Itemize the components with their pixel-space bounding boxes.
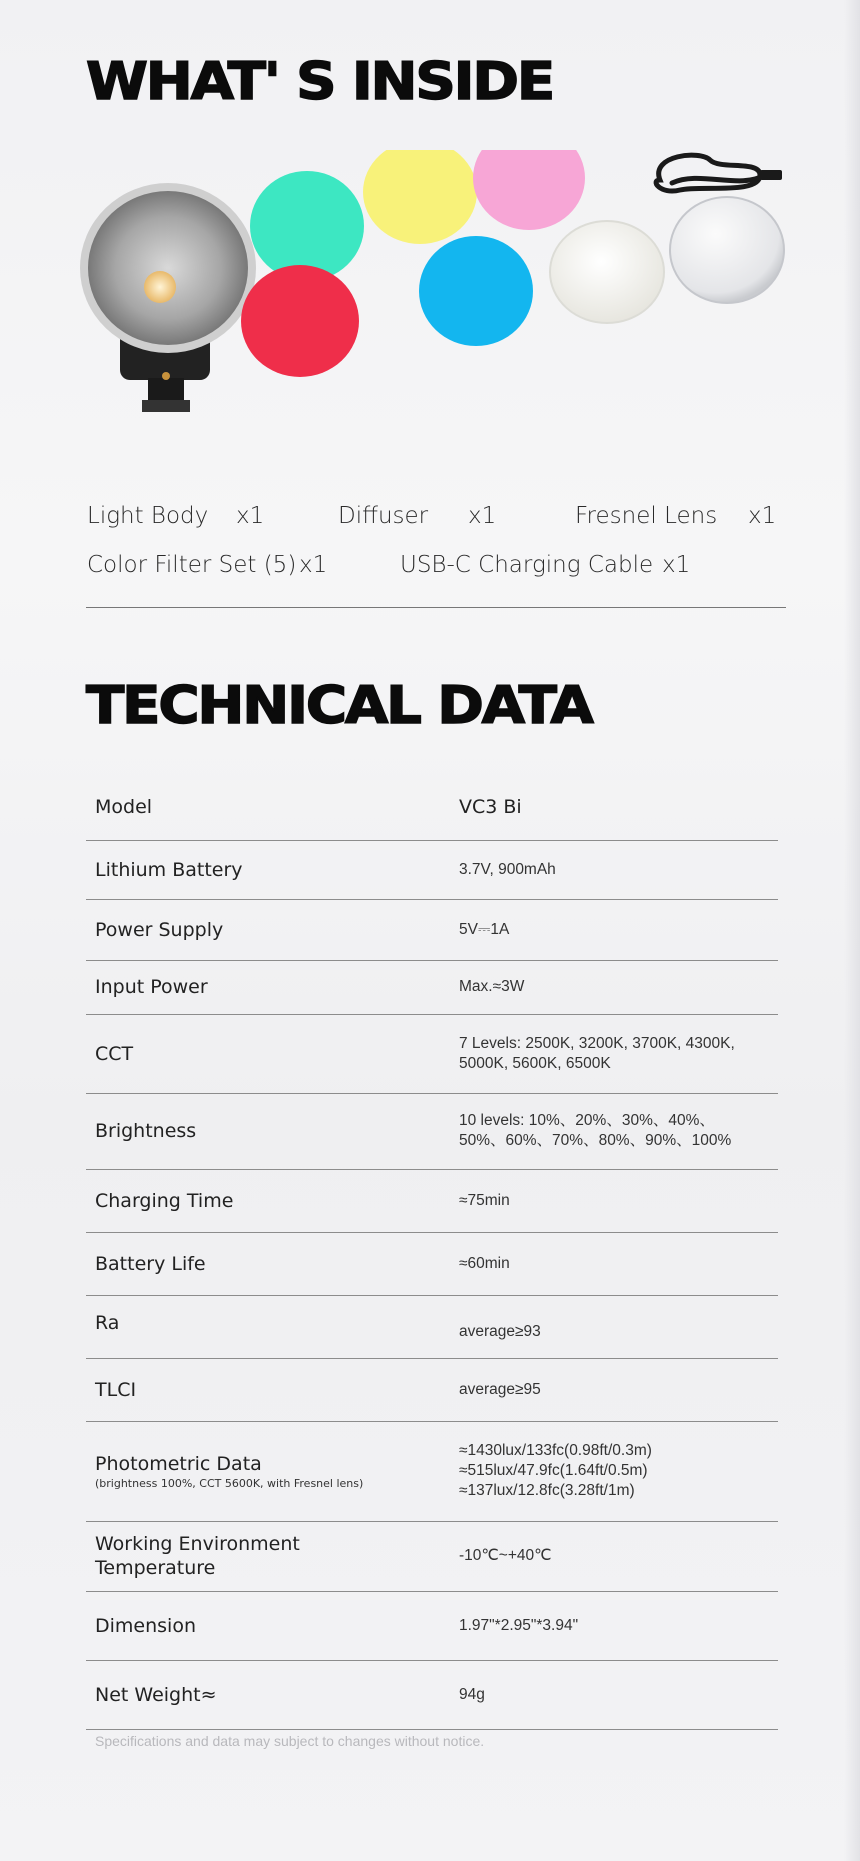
spec-value [450,1093,778,1169]
spec-value-line: 10 levels: 10%、20%、30%、40%、 [459,1112,715,1129]
spec-label: Brightness [86,1093,450,1169]
spec-label [86,1521,450,1591]
diffuser-image [550,221,664,323]
spec-label: Model [86,775,450,840]
spec-value: average≥93 [450,1295,778,1358]
table-row [86,775,778,840]
spec-value: ≈60min [450,1232,778,1295]
table-row [86,1295,778,1358]
spec-label: Battery Life [86,1232,450,1295]
table-row [86,840,778,899]
item-qty: x1 [662,552,691,578]
spec-value: 94g [450,1660,778,1729]
spec-label-line: Working Environment [95,1533,300,1555]
item-name: Light Body [87,503,209,529]
item-name: Diffuser [338,503,429,529]
spec-value: VC3 Bi [450,775,778,840]
spec-value: 1.97"*2.95"*3.94" [450,1591,778,1660]
spec-value: -10℃~+40℃ [450,1521,778,1591]
spec-note: (brightness 100%, CCT 5600K, with Fresnel lens) [95,1476,364,1490]
technical-data-title: TECHNICAL DATA [86,676,592,736]
spec-label: Ra [86,1295,450,1358]
table-row [86,1232,778,1295]
whats-inside-title: WHAT' S INSIDE [86,52,554,112]
table-row [86,1358,778,1421]
table-row [86,1660,778,1729]
usb-cable-image [656,155,782,191]
table-row [86,1093,778,1169]
section-divider [86,607,786,608]
spec-value: ≈75min [450,1169,778,1232]
spec-value: average≥95 [450,1358,778,1421]
spec-value-line: 5000K, 5600K, 6500K [459,1054,611,1072]
spec-value-line: ≈137lux/12.8fc(3.28ft/1m) [459,1482,635,1499]
spec-value: 5V⎓1A [450,899,778,960]
spec-label [86,1421,450,1521]
table-row [86,960,778,1014]
spec-value [450,1014,778,1093]
spec-value: 3.7V, 900mAh [450,840,778,899]
item-qty: x1 [748,503,777,529]
spec-value-line: 50%、60%、70%、80%、90%、100% [459,1132,732,1149]
spec-label-text: Photometric Data [95,1452,262,1475]
fresnel-lens-image [670,197,784,303]
spec-label: Charging Time [86,1169,450,1232]
yellow-filter-image [363,150,477,244]
spec-label: Power Supply [86,899,450,960]
right-edge-shade [844,0,860,1861]
spec-value-line: 7 Levels: 2500K, 3200K, 3700K, 4300K, [459,1034,735,1052]
item-name: Fresnel Lens [575,503,718,529]
table-row [86,1421,778,1521]
item-qty: x1 [299,552,328,578]
item-qty: x1 [468,503,497,529]
item-name: Color Filter Set (5) [87,552,297,578]
spec-label: Input Power [86,960,450,1014]
red-filter-image [241,265,359,377]
disclaimer-text: Specifications and data may subject to changes without notice. [95,1733,485,1749]
spec-label-line: Temperature [95,1557,216,1579]
item-name: USB-C Charging Cable [400,552,654,578]
table-row [86,1169,778,1232]
table-row [86,1591,778,1660]
table-row [86,1521,778,1591]
spec-label: TLCI [86,1358,450,1421]
spec-value [450,1421,778,1521]
spec-value-line: ≈515lux/47.9fc(1.64ft/0.5m) [459,1462,648,1479]
product-photo [60,150,820,470]
table-row [86,899,778,960]
spec-table [86,775,778,1730]
spec-label: Dimension [86,1591,450,1660]
spec-label: Net Weight≈ [86,1660,450,1729]
pink-filter-image [473,150,585,230]
spec-value: Max.≈3W [450,960,778,1014]
green-filter-image [250,171,364,281]
item-qty: x1 [236,503,265,529]
blue-filter-image [419,236,533,346]
spec-label: CCT [86,1014,450,1093]
light-body-image [80,183,256,412]
spec-label: Lithium Battery [86,840,450,899]
spec-value-line: ≈1430lux/133fc(0.98ft/0.3m) [459,1442,652,1459]
table-row [86,1014,778,1093]
